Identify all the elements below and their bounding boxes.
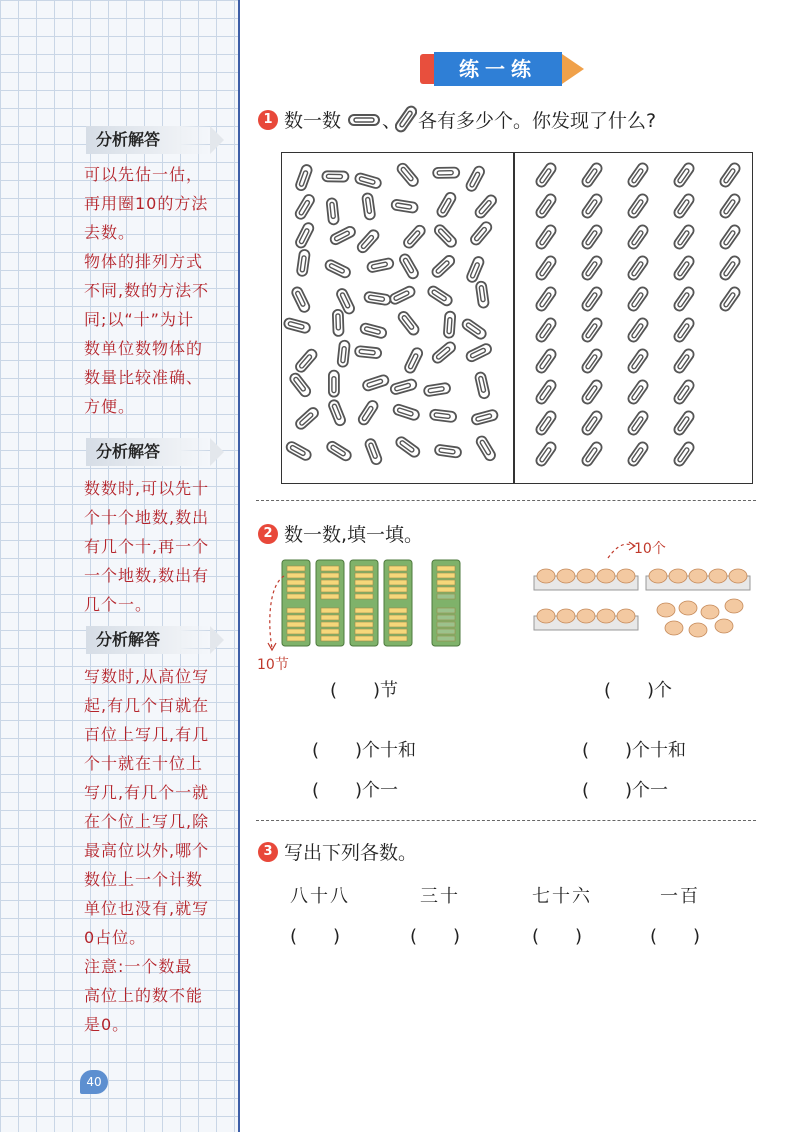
scattered-paperclips xyxy=(282,153,512,481)
egg xyxy=(725,599,743,613)
paperclip xyxy=(534,440,557,467)
egg xyxy=(537,609,555,623)
number-word-1: 八十八 xyxy=(290,886,350,907)
analysis-text-3: 写数时,从高位写 起,有几个百就在 百位上写几,有几 个十就在十位上 写几,有几个一就 在个位上写几,除 最高位以外,哪个 数位上一个计数 单位也没有,就写 0占位。 注意:一个数最 高位上的数不能 是0。 xyxy=(84,667,210,1034)
analysis-text-2: 数数时,可以先十 个十个地数,数出 有几个十,再一个 一个地数,数出有 几个一。 xyxy=(84,479,210,614)
paperclip xyxy=(475,372,491,400)
egg xyxy=(689,623,707,637)
paperclip xyxy=(364,291,391,305)
paperclip xyxy=(430,254,456,279)
egg xyxy=(617,609,635,623)
paperclip xyxy=(326,198,339,225)
paperclip xyxy=(360,323,388,339)
egg xyxy=(577,609,595,623)
paperclip xyxy=(672,192,695,219)
paperclip xyxy=(390,378,418,395)
paperclip xyxy=(672,409,695,436)
paperclip xyxy=(465,165,486,193)
paperclip xyxy=(672,440,695,467)
egg xyxy=(597,569,615,583)
egg-note: 10个 xyxy=(634,541,666,557)
paperclip xyxy=(355,346,382,359)
paperclip xyxy=(433,168,459,178)
paperclip xyxy=(388,285,416,305)
paperclip xyxy=(362,374,390,392)
paperclip xyxy=(476,281,490,308)
egg xyxy=(597,609,615,623)
answer-blank-2[interactable]: ( ) xyxy=(410,926,461,947)
paperclip xyxy=(534,347,557,374)
paperclip xyxy=(534,285,557,312)
analysis-title-2: 分析解答 xyxy=(86,438,210,466)
paperclip xyxy=(354,172,382,189)
paperclip xyxy=(580,347,603,374)
paperclip xyxy=(423,383,450,397)
paperclip xyxy=(580,223,603,250)
paperclip xyxy=(337,340,350,367)
paperclip xyxy=(434,444,461,458)
paperclip xyxy=(626,409,649,436)
banner-title: 练一练 xyxy=(434,52,562,86)
paperclip xyxy=(324,259,352,279)
paperclip xyxy=(294,348,319,374)
paperclip xyxy=(534,192,557,219)
paperclip xyxy=(626,285,649,312)
paperclip xyxy=(392,404,420,422)
paperclip xyxy=(288,372,312,399)
paperclip xyxy=(626,440,649,467)
paperclip xyxy=(430,409,457,422)
paperclip-icon xyxy=(346,108,382,132)
paperclip xyxy=(402,224,427,250)
paperclip xyxy=(403,347,423,375)
paperclip xyxy=(534,378,557,405)
paperclip-box-divider xyxy=(513,152,515,484)
paperclip xyxy=(626,347,649,374)
paperclip xyxy=(626,223,649,250)
egg xyxy=(715,619,733,633)
battery-pack xyxy=(282,560,310,646)
paperclip xyxy=(461,318,488,341)
paperclip xyxy=(580,192,603,219)
paperclip xyxy=(465,342,493,362)
paperclip xyxy=(285,440,313,461)
paperclip xyxy=(325,440,352,462)
section-banner xyxy=(420,52,584,86)
paperclip xyxy=(580,409,603,436)
egg-ones-blank[interactable]: ( )个一 xyxy=(582,780,669,801)
paperclip xyxy=(364,438,383,466)
paperclip xyxy=(433,223,458,249)
q1-text-c: 各有多少个。你发现了什么? xyxy=(418,110,657,132)
divider-1 xyxy=(256,500,756,501)
egg xyxy=(689,569,707,583)
paperclip xyxy=(322,171,348,181)
paperclip xyxy=(297,249,311,276)
paperclip xyxy=(466,256,485,284)
paperclip xyxy=(626,316,649,343)
paperclip xyxy=(291,286,311,314)
page-number: 40 xyxy=(80,1070,108,1094)
paperclip xyxy=(471,409,499,425)
battery-pack xyxy=(432,560,460,646)
paperclip xyxy=(534,161,557,188)
banner-left-cap xyxy=(420,54,434,84)
paperclip xyxy=(534,316,557,343)
battery-count-blank[interactable]: ( )节 xyxy=(330,680,399,701)
paperclip xyxy=(580,161,603,188)
egg-cartons xyxy=(530,540,755,640)
paperclip xyxy=(672,161,695,188)
paperclip xyxy=(626,254,649,281)
paperclip xyxy=(295,164,313,192)
battery-pack xyxy=(384,560,412,646)
paperclip xyxy=(672,254,695,281)
paperclip xyxy=(718,223,741,250)
paperclip xyxy=(626,378,649,405)
paperclip xyxy=(398,253,420,281)
battery-tens-blank[interactable]: ( )个十和 xyxy=(312,740,417,761)
q3-text: 写出下列各数。 xyxy=(284,842,418,864)
paperclip xyxy=(580,316,603,343)
arranged-paperclips xyxy=(516,153,750,481)
paperclip xyxy=(580,285,603,312)
paperclip xyxy=(333,310,344,336)
q2-text: 数一数,填一填。 xyxy=(284,524,424,546)
battery-ones-blank[interactable]: ( )个一 xyxy=(312,780,399,801)
paperclip xyxy=(444,311,456,338)
paperclip xyxy=(672,347,695,374)
egg xyxy=(617,569,635,583)
q2-number: 2 xyxy=(258,524,278,544)
paperclip xyxy=(436,191,458,219)
egg xyxy=(701,605,719,619)
analysis-title-3: 分析解答 xyxy=(86,626,210,654)
number-word-3: 七十六 xyxy=(532,886,592,907)
paperclip-icon xyxy=(395,104,417,134)
egg xyxy=(709,569,727,583)
divider-2 xyxy=(256,820,756,821)
egg xyxy=(649,569,667,583)
paperclip xyxy=(294,221,315,249)
paperclip xyxy=(294,193,316,220)
battery-pack xyxy=(350,560,378,646)
egg xyxy=(665,621,683,635)
answer-blank-1[interactable]: ( ) xyxy=(290,926,341,947)
paperclip xyxy=(469,220,493,246)
paperclip xyxy=(534,223,557,250)
paperclip xyxy=(718,254,741,281)
q1-text-b: 、 xyxy=(382,110,402,132)
battery-packs xyxy=(262,556,472,652)
paperclip xyxy=(391,199,418,213)
answer-blank-4[interactable]: ( ) xyxy=(650,926,701,947)
paperclip xyxy=(356,228,381,254)
paperclip xyxy=(672,378,695,405)
analysis-title-1: 分析解答 xyxy=(86,126,210,154)
q1-number: 1 xyxy=(258,110,278,130)
sidebar-rule xyxy=(238,0,240,1132)
paperclip xyxy=(580,440,603,467)
battery-note: 10节 xyxy=(257,657,289,673)
paperclip xyxy=(534,254,557,281)
egg xyxy=(557,569,575,583)
number-word-4: 一百 xyxy=(660,886,700,907)
paperclip xyxy=(672,223,695,250)
paperclip xyxy=(367,258,395,273)
paperclip xyxy=(426,285,453,308)
q1-text-a: 数一数 xyxy=(284,110,342,132)
paperclip xyxy=(431,340,457,364)
paperclip xyxy=(283,317,311,333)
paperclip xyxy=(329,371,339,397)
egg xyxy=(669,569,687,583)
egg xyxy=(537,569,555,583)
paperclip xyxy=(475,435,497,462)
paperclip xyxy=(394,435,421,458)
paperclip xyxy=(718,161,741,188)
paperclip xyxy=(294,406,320,431)
paperclip xyxy=(534,409,557,436)
paperclip xyxy=(626,161,649,188)
number-word-2: 三十 xyxy=(420,886,460,907)
egg xyxy=(679,601,697,615)
egg-tens-blank[interactable]: ( )个十和 xyxy=(582,740,687,761)
egg xyxy=(577,569,595,583)
paperclip xyxy=(328,399,347,427)
q3-number: 3 xyxy=(258,842,278,862)
egg xyxy=(657,603,675,617)
paperclip xyxy=(473,193,498,219)
paperclip xyxy=(329,225,357,246)
battery-pack xyxy=(316,560,344,646)
paperclip xyxy=(672,316,695,343)
paperclip xyxy=(626,192,649,219)
paperclip xyxy=(362,193,376,220)
analysis-text-1: 可以先估一估， 再用圈10的方法 去数。 物体的排列方式 不同,数的方法不 同;以“十”为计 数单位数物体的 数量比较准确、 方便。 xyxy=(84,165,210,416)
paperclip xyxy=(396,162,420,188)
paperclip xyxy=(718,285,741,312)
paperclip xyxy=(580,378,603,405)
banner-arrow xyxy=(562,54,584,84)
paperclip xyxy=(397,310,421,337)
egg-count-blank[interactable]: ( )个 xyxy=(604,680,673,701)
paperclip xyxy=(672,285,695,312)
egg xyxy=(729,569,747,583)
paperclip xyxy=(718,192,741,219)
paperclip xyxy=(335,287,355,315)
paperclip xyxy=(357,399,380,426)
paperclip xyxy=(580,254,603,281)
answer-blank-3[interactable]: ( ) xyxy=(532,926,583,947)
egg xyxy=(557,609,575,623)
